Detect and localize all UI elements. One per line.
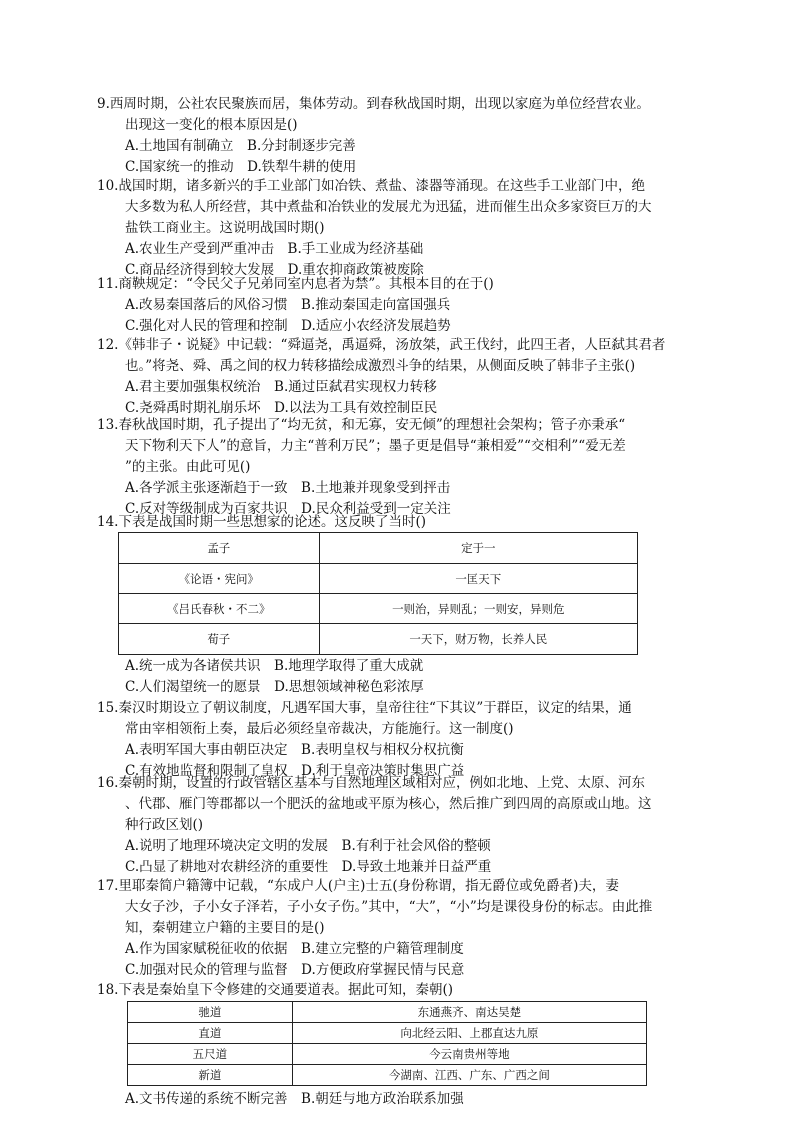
- question-14: [97, 512, 697, 533]
- question-18: [97, 980, 697, 1001]
- question-16-stem-line: 、代郡、雁门等郡都以一个肥沃的盆地或平原为核心，然后推广到四周的高原或山地。这: [125, 796, 652, 812]
- question-12-options-cd: C.尧舜禹时期礼崩乐坏 D.以法为工具有效控制臣民: [125, 400, 438, 416]
- question-14-table: [118, 532, 638, 655]
- question-17-stem-line: 知，秦朝建立户籍的主要目的是(): [125, 920, 325, 936]
- table-row: [119, 533, 638, 564]
- question-14-options-cd: C.人们渴望统一的愿景 D.思想领域神秘色彩浓厚: [125, 679, 424, 695]
- question-10-options-ab: A.农业生产受到严重冲击 B.手工业成为经济基础: [125, 241, 424, 257]
- question-12-stem-line: 也。”将尧、舜、禹之间的权力转移描绘成激烈斗争的结果，从侧面反映了韩非子主张(): [125, 358, 636, 374]
- table-cell: 定于一: [319, 533, 637, 564]
- question-16: [97, 773, 697, 878]
- question-9: [97, 94, 697, 178]
- table-row: [119, 594, 638, 624]
- question-13: [97, 415, 697, 520]
- table-cell: 《吕氏春秋・不二》: [119, 594, 320, 624]
- question-10-options-cd: C.商品经济得到较大发展 D.重农抑商政策被废除: [125, 262, 424, 278]
- table-row: [128, 1065, 647, 1086]
- question-15: [97, 698, 697, 782]
- question-14-stem-line: 14.下表是战国时期一些思想家的论述。这反映了当时(): [97, 514, 427, 530]
- question-14-options-ab: A.统一成为各诸侯共识 B.地理学取得了重大成就: [125, 658, 424, 674]
- question-18-options-ab: A.文书传递的系统不断完善 B.朝廷与地方政治联系加强: [125, 1091, 464, 1107]
- question-13-stem-line: ”的主张。由此可见(): [125, 459, 251, 475]
- table-cell: 孟子: [119, 533, 320, 564]
- question-18-table: [127, 1001, 647, 1086]
- question-12: [97, 335, 697, 419]
- table-cell: 驰道: [128, 1002, 293, 1023]
- question-10-stem-line: 10.战国时期，诸多新兴的手工业部门如冶铁、煮盐、漆器等涌现。在这些手工业部门中，绝: [97, 178, 645, 194]
- table-row: [128, 1044, 647, 1065]
- table-row: [128, 1002, 647, 1023]
- question-17-stem-line: 17.里耶秦简户籍簿中记载，“东成户人(户主)士五(身份称谓，指无爵位或免爵者)夫，妻: [97, 878, 619, 894]
- question-15-stem-line: 15.秦汉时期设立了朝议制度，凡遇军国大事，皇帝往往“下其议”于群臣，议定的结果，通: [97, 700, 632, 716]
- question-17-stem-line: 大女子沙，子小女子泽若，子小女子伤。”其中，“大”，“小”均是课役身份的标志。由此推: [125, 899, 653, 915]
- question-11-options-cd: C.强化对人民的管理和控制 D.适应小农经济发展趋势: [125, 318, 451, 334]
- table-row: [119, 624, 638, 655]
- question-17: [97, 876, 697, 981]
- table-row: [119, 564, 638, 594]
- table-cell: 一则治，异则乱；一则安，异则危: [319, 594, 637, 624]
- question-15-options-ab: A.表明军国大事由朝臣决定 B.表明皇权与相权分权抗衡: [125, 742, 464, 758]
- question-13-stem-line: 天下物利天下人”的意旨，力主“普利万民”；墨子更是倡导“兼相爱”“交相利”“爱无差: [125, 438, 626, 454]
- question-12-stem-line: 12.《韩非子・说疑》中记载：“舜逼尧，禹逼舜，汤放桀，武王伐纣，此四王者，人臣弑其君者: [97, 337, 666, 353]
- question-11-options-ab: A.改易秦国落后的风俗习惯 B.推动秦国走向富国强兵: [125, 297, 451, 313]
- question-12-options-ab: A.君主要加强集权统治 B.通过臣弑君实现权力转移: [125, 379, 437, 395]
- question-14-options: [97, 656, 697, 698]
- question-10-stem-line: 盐铁工商业主。这说明战国时期(): [125, 220, 325, 236]
- question-17-options-cd: C.加强对民众的管理与监督 D.方便政府掌握民情与民意: [125, 962, 465, 978]
- question-13-stem-line: 13.春秋战国时期，孔子提出了“均无贫，和无寡，安无倾”的理想社会架构；管子亦秉承“: [97, 417, 626, 433]
- question-9-stem-line: 9.西周时期，公社农民聚族而居，集体劳动。到春秋战国时期，出现以家庭为单位经营农业。: [97, 96, 650, 112]
- question-9-options-ab: A.土地国有制确立 B.分封制逐步完善: [125, 138, 356, 154]
- table-cell: 向北经云阳、上郡直达九原: [292, 1023, 646, 1044]
- table-cell: 今云南贵州等地: [292, 1044, 646, 1065]
- question-13-options-ab: A.各学派主张逐渐趋于一致 B.土地兼并现象受到抨击: [125, 480, 451, 496]
- question-10: [97, 176, 697, 281]
- question-16-stem-line: 16.秦朝时期，设置的行政管辖区基本与自然地理区域相对应，例如北地、上党、太原、河东: [97, 775, 645, 791]
- question-11-stem-line: 11.商鞅规定：“令民父子兄弟同室内息者为禁”。其根本目的在于(): [97, 276, 494, 292]
- question-18-options: [97, 1089, 697, 1110]
- table-cell: 直道: [128, 1023, 293, 1044]
- table-cell: 今湖南、江西、广东、广西之间: [292, 1065, 646, 1086]
- question-16-options-cd: C.凸显了耕地对农耕经济的重要性 D.导致土地兼并日益严重: [125, 859, 492, 875]
- question-15-stem-line: 常由宰相领衔上奏，最后必须经皇帝裁决，方能施行。这一制度(): [125, 721, 514, 737]
- table-cell: 东通燕齐、南达吴楚: [292, 1002, 646, 1023]
- question-9-options-cd: C.国家统一的推动 D.铁犁牛耕的使用: [125, 159, 357, 175]
- question-13-options-cd: C.反对等级制成为百家共识 D.民众利益受到一定关注: [125, 501, 451, 517]
- table-cell: 五尺道: [128, 1044, 293, 1065]
- question-15-options-cd: C.有效地监督和限制了皇权 D.利于皇帝决策时集思广益: [125, 763, 465, 779]
- table-cell: 新道: [128, 1065, 293, 1086]
- question-16-stem-line: 种行政区划(): [125, 817, 204, 833]
- question-10-stem-line: 大多数为私人所经营，其中煮盐和冶铁业的发展尤为迅猛，进而催生出众多家资巨万的大: [125, 199, 652, 215]
- question-18-stem-line: 18.下表是秦始皇下令修建的交通要道表。据此可知，秦朝(): [97, 982, 454, 998]
- table-cell: 荀子: [119, 624, 320, 655]
- question-11: [97, 274, 697, 337]
- table-cell: 一天下，财万物，长养人民: [319, 624, 637, 655]
- table-cell: 《论语・宪问》: [119, 564, 320, 594]
- question-16-options-ab: A.说明了地理环境决定文明的发展 B.有利于社会风俗的整顿: [125, 838, 491, 854]
- table-cell: 一匡天下: [319, 564, 637, 594]
- question-17-options-ab: A.作为国家赋税征收的依据 B.建立完整的户籍管理制度: [125, 941, 464, 957]
- question-9-stem-line: 出现这一变化的根本原因是(): [125, 117, 298, 133]
- table-row: [128, 1023, 647, 1044]
